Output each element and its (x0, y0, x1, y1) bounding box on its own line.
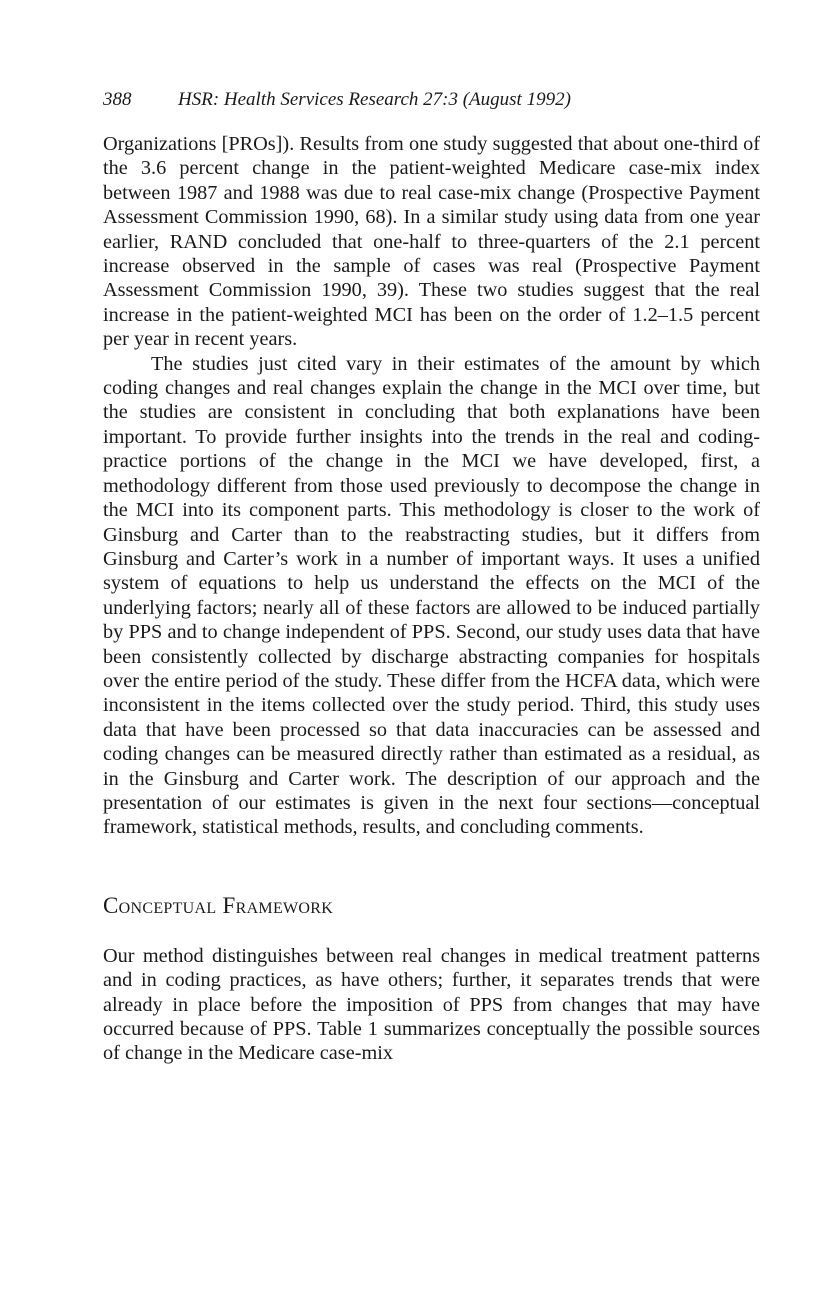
section-paragraph-1: Our method distinguishes between real changes in medical treatment patterns and in coding practices, as have others; further, it separates trends that were already in place before the imposition of PPS from changes that may have occurred because of PPS. Table 1 summarizes conceptually the possible sources of change in the Medicare case-mix (103, 944, 760, 1065)
body-paragraph-2: The studies just cited vary in their estimates of the amount by which coding changes and real changes explain the change in the MCI over time, but the studies are consistent in concluding that both explanations have been important. To provide further insights into the trends in the real and coding-practice portions of the change in the MCI we have developed, first, a methodology different from those used previously to decompose the change in the MCI into its component parts. This methodology is closer to the work of Ginsburg and Carter than to the reabstracting studies, but it differs from Ginsburg and Carter’s work in a number of important ways. It uses a unified system of equations to help us understand the effects on the MCI of the underlying factors; nearly all of these factors are allowed to be induced partially by PPS and to change independent of PPS. Second, our study uses data that have been consistently collected by discharge abstracting companies for hospitals over the entire period of the study. These differ from the HCFA data, which were inconsistent in the items collected over the study period. Third, this study uses data that have been processed so that data inaccuracies can be assessed and coding changes can be measured directly rather than estimated as a residual, as in the Ginsburg and Carter work. The description of our approach and the presentation of our estimates is given in the next four sections—conceptual framework, statistical methods, results, and concluding comments. (103, 352, 760, 839)
section-heading: Conceptual Framework (103, 892, 334, 918)
journal-page (103, 88, 760, 1066)
running-head (103, 88, 760, 112)
page-number: 388 (103, 89, 132, 110)
section-body (103, 944, 760, 1066)
body-paragraph-1: Organizations [PROs]). Results from one study suggested that about one-third of the 3.6 percent change in the patient-weighted Medicare case-mix index between 1987 and 1988 was due to real case-mix change (Prospective Payment Assessment Commission 1990, 68). In a similar study using data from one year earlier, RAND concluded that one-half to three-quarters of the 2.1 percent increase observed in the sample of cases was real (Prospective Payment Assessment Commission 1990, 39). These two studies suggest that the real increase in the patient-weighted MCI has been on the order of 1.2–1.5 percent per year in recent years. (103, 133, 760, 351)
article-body (103, 132, 760, 840)
journal-citation: HSR: Health Services Research 27:3 (August 1992) (178, 89, 571, 110)
